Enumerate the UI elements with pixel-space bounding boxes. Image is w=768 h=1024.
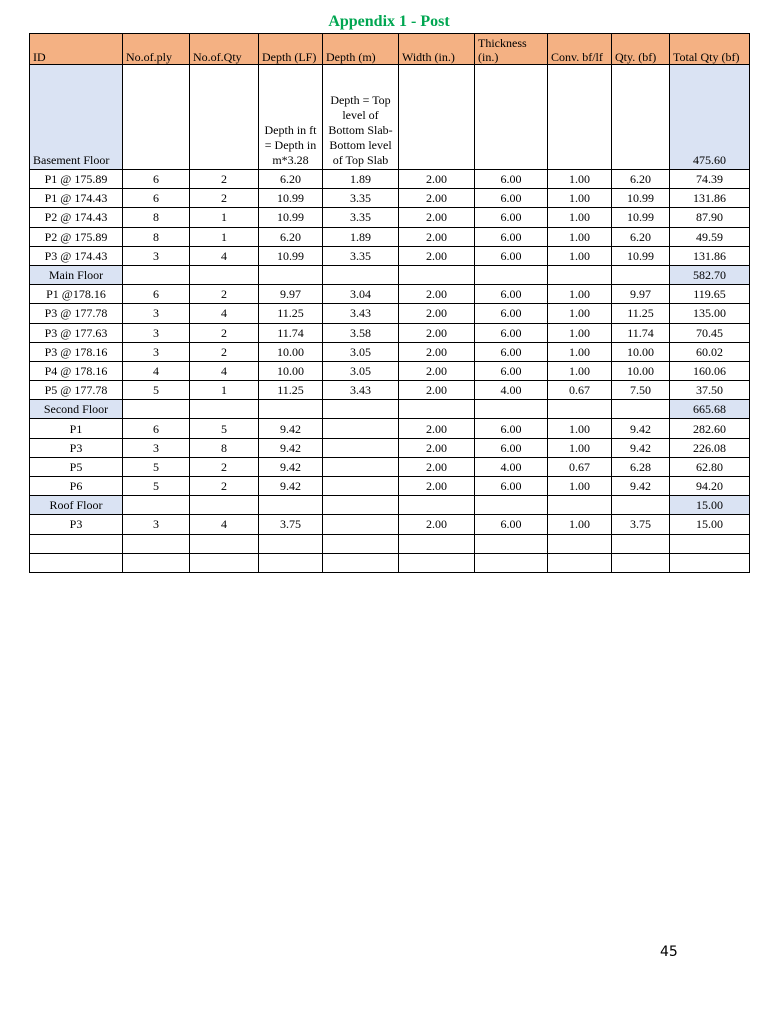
cell-qty-bf: 10.00 xyxy=(612,361,670,380)
cell-depth-lf: 9.42 xyxy=(259,457,323,476)
page-number: 45 xyxy=(660,944,678,960)
cell-ply: 6 xyxy=(123,285,190,304)
cell-id: P3 @ 178.16 xyxy=(30,342,123,361)
cell-total-qty: 131.86 xyxy=(670,189,750,208)
cell-qty: 2 xyxy=(190,170,259,189)
cell-ply: 3 xyxy=(123,515,190,534)
cell-id: P3 xyxy=(30,515,123,534)
cell-id: P4 @ 178.16 xyxy=(30,361,123,380)
cell-depth-m: 3.35 xyxy=(323,208,399,227)
table-row xyxy=(30,304,750,323)
cell-id: P1 @178.16 xyxy=(30,285,123,304)
cell-qty: 4 xyxy=(190,246,259,265)
cell-thickness: 6.00 xyxy=(475,323,548,342)
cell-total-qty: 119.65 xyxy=(670,285,750,304)
basement-floor-row xyxy=(30,65,750,170)
cell-depth-m xyxy=(323,515,399,534)
cell-thickness: 6.00 xyxy=(475,419,548,438)
cell-ply: 5 xyxy=(123,477,190,496)
table-row xyxy=(30,189,750,208)
cell-thickness: 6.00 xyxy=(475,477,548,496)
cell-qty: 2 xyxy=(190,323,259,342)
cell-width: 2.00 xyxy=(399,515,475,534)
cell-thickness: 6.00 xyxy=(475,342,548,361)
cell-qty: 4 xyxy=(190,361,259,380)
cell-id: P2 @ 174.43 xyxy=(30,208,123,227)
col-header-depth-m: Depth (m) xyxy=(323,34,399,65)
floor-label: Main Floor xyxy=(30,265,123,284)
cell-thickness: 4.00 xyxy=(475,381,548,400)
cell-total-qty: 226.08 xyxy=(670,438,750,457)
cell-depth-lf: 9.97 xyxy=(259,285,323,304)
col-header-total-qty: Total Qty (bf) xyxy=(670,34,750,65)
cell-depth-lf: 9.42 xyxy=(259,477,323,496)
cell-thickness: 6.00 xyxy=(475,208,548,227)
col-header-ply: No.of.ply xyxy=(123,34,190,65)
table-row xyxy=(30,285,750,304)
cell-depth-m: 3.43 xyxy=(323,381,399,400)
cell-conv: 0.67 xyxy=(548,457,612,476)
cell-depth-lf: 10.00 xyxy=(259,361,323,380)
floor-label: Roof Floor xyxy=(30,496,123,515)
col-header-width: Width (in.) xyxy=(399,34,475,65)
cell-thickness: 4.00 xyxy=(475,457,548,476)
cell-depth-lf: 11.25 xyxy=(259,304,323,323)
cell-width: 2.00 xyxy=(399,304,475,323)
page-title: Appendix 1 - Post xyxy=(328,13,450,30)
cell-conv: 1.00 xyxy=(548,189,612,208)
cell-qty: 1 xyxy=(190,381,259,400)
cell-depth-lf: 10.99 xyxy=(259,246,323,265)
cell-total-qty: 74.39 xyxy=(670,170,750,189)
cell-conv: 1.00 xyxy=(548,438,612,457)
cell-qty-bf: 9.42 xyxy=(612,477,670,496)
cell-total-qty: 62.80 xyxy=(670,457,750,476)
table-row xyxy=(30,342,750,361)
cell-total-qty: 282.60 xyxy=(670,419,750,438)
cell-depth-lf: 11.74 xyxy=(259,323,323,342)
cell-width: 2.00 xyxy=(399,170,475,189)
post-quantity-table xyxy=(29,33,750,573)
cell-depth-lf: 10.00 xyxy=(259,342,323,361)
cell-qty-bf: 10.00 xyxy=(612,342,670,361)
cell-width: 2.00 xyxy=(399,285,475,304)
cell-conv: 1.00 xyxy=(548,227,612,246)
table-row xyxy=(30,170,750,189)
cell-qty: 4 xyxy=(190,304,259,323)
cell-total-qty: 60.02 xyxy=(670,342,750,361)
cell-total-qty: 37.50 xyxy=(670,381,750,400)
depth-lf-note: Depth in ft = Depth in m*3.28 xyxy=(259,65,323,170)
col-header-id: ID xyxy=(30,34,123,65)
floor-total: 665.68 xyxy=(670,400,750,419)
cell-width: 2.00 xyxy=(399,361,475,380)
cell-ply: 8 xyxy=(123,227,190,246)
cell-width: 2.00 xyxy=(399,246,475,265)
cell-qty: 5 xyxy=(190,419,259,438)
floor-header-row xyxy=(30,400,750,419)
cell-id: P1 @ 174.43 xyxy=(30,189,123,208)
cell-conv: 1.00 xyxy=(548,246,612,265)
cell-id: P3 xyxy=(30,438,123,457)
cell-conv: 1.00 xyxy=(548,208,612,227)
header-row xyxy=(30,34,750,65)
cell-depth-m: 3.58 xyxy=(323,323,399,342)
col-header-conv: Conv. bf/lf xyxy=(548,34,612,65)
cell-conv: 1.00 xyxy=(548,361,612,380)
cell-qty: 2 xyxy=(190,285,259,304)
cell-total-qty: 15.00 xyxy=(670,515,750,534)
cell-total-qty: 70.45 xyxy=(670,323,750,342)
cell-conv: 1.00 xyxy=(548,170,612,189)
cell-qty-bf: 10.99 xyxy=(612,208,670,227)
cell-total-qty: 87.90 xyxy=(670,208,750,227)
cell-id: P2 @ 175.89 xyxy=(30,227,123,246)
cell-thickness: 6.00 xyxy=(475,438,548,457)
cell-conv: 1.00 xyxy=(548,323,612,342)
table-row xyxy=(30,438,750,457)
floor-total: 15.00 xyxy=(670,496,750,515)
cell-ply: 3 xyxy=(123,438,190,457)
cell-ply: 4 xyxy=(123,361,190,380)
cell-id: P3 @ 177.78 xyxy=(30,304,123,323)
cell-qty-bf: 6.20 xyxy=(612,170,670,189)
cell-total-qty: 49.59 xyxy=(670,227,750,246)
cell-thickness: 6.00 xyxy=(475,285,548,304)
cell-id: P1 xyxy=(30,419,123,438)
cell-total-qty: 160.06 xyxy=(670,361,750,380)
cell-qty: 2 xyxy=(190,342,259,361)
cell-total-qty: 135.00 xyxy=(670,304,750,323)
table-row xyxy=(30,457,750,476)
cell-qty-bf: 9.42 xyxy=(612,419,670,438)
col-header-qty: No.of.Qty xyxy=(190,34,259,65)
cell-width: 2.00 xyxy=(399,189,475,208)
cell-width: 2.00 xyxy=(399,477,475,496)
table-row xyxy=(30,515,750,534)
cell-ply: 8 xyxy=(123,208,190,227)
cell-qty-bf: 6.28 xyxy=(612,457,670,476)
cell-width: 2.00 xyxy=(399,323,475,342)
col-header-depth-lf: Depth (LF) xyxy=(259,34,323,65)
cell-ply: 3 xyxy=(123,342,190,361)
cell-ply: 5 xyxy=(123,381,190,400)
cell-depth-lf: 9.42 xyxy=(259,419,323,438)
cell-ply: 3 xyxy=(123,304,190,323)
cell-qty-bf: 11.74 xyxy=(612,323,670,342)
table-row xyxy=(30,227,750,246)
cell-depth-m xyxy=(323,477,399,496)
cell-depth-m: 3.35 xyxy=(323,246,399,265)
cell-qty-bf: 6.20 xyxy=(612,227,670,246)
cell-depth-m: 1.89 xyxy=(323,170,399,189)
cell-ply: 3 xyxy=(123,323,190,342)
cell-thickness: 6.00 xyxy=(475,170,548,189)
cell-depth-lf: 10.99 xyxy=(259,208,323,227)
cell-depth-lf: 11.25 xyxy=(259,381,323,400)
cell-id: P3 @ 177.63 xyxy=(30,323,123,342)
table-row xyxy=(30,246,750,265)
cell-thickness: 6.00 xyxy=(475,304,548,323)
cell-ply: 6 xyxy=(123,419,190,438)
cell-depth-m xyxy=(323,457,399,476)
cell-width: 2.00 xyxy=(399,419,475,438)
cell-total-qty: 131.86 xyxy=(670,246,750,265)
cell-width: 2.00 xyxy=(399,457,475,476)
cell-qty: 4 xyxy=(190,515,259,534)
cell-qty: 2 xyxy=(190,189,259,208)
cell-qty-bf: 10.99 xyxy=(612,189,670,208)
cell-ply: 6 xyxy=(123,170,190,189)
empty-row xyxy=(30,534,750,553)
cell-id: P3 @ 174.43 xyxy=(30,246,123,265)
table-row xyxy=(30,381,750,400)
cell-thickness: 6.00 xyxy=(475,189,548,208)
cell-width: 2.00 xyxy=(399,438,475,457)
floor-total: 475.60 xyxy=(670,65,750,170)
cell-conv: 0.67 xyxy=(548,381,612,400)
cell-thickness: 6.00 xyxy=(475,361,548,380)
cell-depth-lf: 3.75 xyxy=(259,515,323,534)
floor-label: Basement Floor xyxy=(30,65,123,170)
cell-ply: 3 xyxy=(123,246,190,265)
cell-depth-m: 3.05 xyxy=(323,342,399,361)
cell-conv: 1.00 xyxy=(548,304,612,323)
table-row xyxy=(30,361,750,380)
cell-depth-m: 3.35 xyxy=(323,189,399,208)
floor-total: 582.70 xyxy=(670,265,750,284)
cell-depth-lf: 6.20 xyxy=(259,227,323,246)
depth-m-note: Depth = Top level of Bottom Slab- Bottom level of Top Slab xyxy=(323,65,399,170)
cell-total-qty: 94.20 xyxy=(670,477,750,496)
cell-depth-m: 1.89 xyxy=(323,227,399,246)
cell-depth-m: 3.04 xyxy=(323,285,399,304)
cell-conv: 1.00 xyxy=(548,342,612,361)
cell-conv: 1.00 xyxy=(548,419,612,438)
empty-row xyxy=(30,553,750,572)
floor-header-row xyxy=(30,496,750,515)
cell-ply: 6 xyxy=(123,189,190,208)
cell-qty: 2 xyxy=(190,477,259,496)
cell-qty: 1 xyxy=(190,208,259,227)
cell-depth-lf: 9.42 xyxy=(259,438,323,457)
cell-qty-bf: 11.25 xyxy=(612,304,670,323)
table-row xyxy=(30,323,750,342)
cell-qty-bf: 9.42 xyxy=(612,438,670,457)
col-header-qty-bf: Qty. (bf) xyxy=(612,34,670,65)
col-header-thickness: Thickness (in.) xyxy=(475,34,548,65)
cell-width: 2.00 xyxy=(399,208,475,227)
cell-ply: 5 xyxy=(123,457,190,476)
cell-depth-m xyxy=(323,438,399,457)
cell-qty: 8 xyxy=(190,438,259,457)
cell-conv: 1.00 xyxy=(548,515,612,534)
cell-qty-bf: 7.50 xyxy=(612,381,670,400)
cell-qty: 2 xyxy=(190,457,259,476)
cell-width: 2.00 xyxy=(399,227,475,246)
table-row xyxy=(30,419,750,438)
cell-id: P1 @ 175.89 xyxy=(30,170,123,189)
cell-depth-lf: 6.20 xyxy=(259,170,323,189)
cell-conv: 1.00 xyxy=(548,477,612,496)
cell-id: P5 @ 177.78 xyxy=(30,381,123,400)
cell-qty-bf: 3.75 xyxy=(612,515,670,534)
cell-qty-bf: 10.99 xyxy=(612,246,670,265)
cell-width: 2.00 xyxy=(399,381,475,400)
cell-id: P5 xyxy=(30,457,123,476)
cell-depth-m xyxy=(323,419,399,438)
cell-depth-m: 3.43 xyxy=(323,304,399,323)
table-row xyxy=(30,477,750,496)
floor-header-row xyxy=(30,265,750,284)
cell-thickness: 6.00 xyxy=(475,515,548,534)
cell-thickness: 6.00 xyxy=(475,246,548,265)
cell-depth-m: 3.05 xyxy=(323,361,399,380)
cell-id: P6 xyxy=(30,477,123,496)
cell-width: 2.00 xyxy=(399,342,475,361)
cell-conv: 1.00 xyxy=(548,285,612,304)
table-row xyxy=(30,208,750,227)
cell-thickness: 6.00 xyxy=(475,227,548,246)
cell-depth-lf: 10.99 xyxy=(259,189,323,208)
cell-qty: 1 xyxy=(190,227,259,246)
cell-qty-bf: 9.97 xyxy=(612,285,670,304)
floor-label: Second Floor xyxy=(30,400,123,419)
